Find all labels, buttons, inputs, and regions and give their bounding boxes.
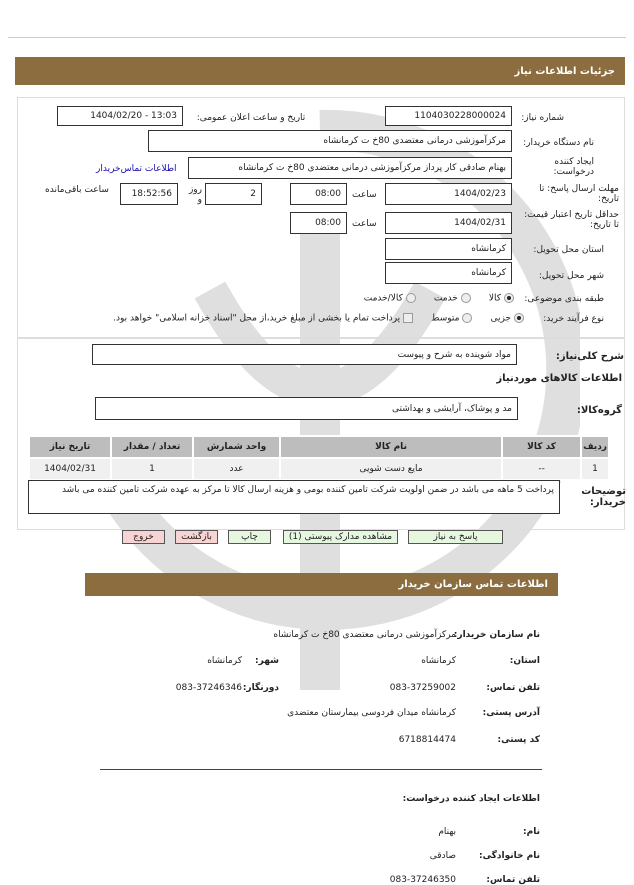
radio-icon[interactable]: [461, 293, 471, 303]
process-radio-group: [113, 313, 524, 324]
contact-city-value: کرمانشاه: [207, 656, 242, 666]
process-option-medium[interactable]: [431, 313, 472, 324]
cell-code: --: [502, 458, 581, 480]
city-field: کرمانشاه: [385, 262, 512, 284]
option-label: خدمت: [433, 293, 458, 304]
print-button[interactable]: چاپ: [228, 530, 271, 544]
goods-section-title: اطلاعات کالاهای موردنیاز: [496, 373, 622, 384]
page-header: [15, 57, 625, 85]
cell-row: 1: [581, 458, 609, 480]
name-label: نام:: [523, 827, 540, 837]
summary-field: مواد شوینده به شرح و پیوست: [92, 344, 517, 365]
contact-divider: [100, 769, 542, 770]
col-qty: تعداد / مقدار: [111, 436, 193, 458]
category-option-both[interactable]: [364, 293, 416, 304]
name-value: بهنام: [438, 827, 456, 837]
view-attachments-button[interactable]: مشاهده مدارک پیوستی (1): [283, 530, 398, 544]
contact-city-label: شهر:: [255, 656, 279, 666]
contact-phone-value: 083-37259002: [389, 683, 456, 693]
option-label: کالا: [488, 293, 501, 304]
days-remaining-field: 2: [205, 183, 262, 205]
buyer-contact-link[interactable]: اطلاعات تماس‌خریدار: [96, 164, 177, 174]
summary-label: شرح کلی‌نیاز:: [555, 351, 624, 362]
category-option-service[interactable]: [434, 293, 471, 304]
option-label: جزیی: [490, 313, 511, 324]
treasury-payment-checkbox[interactable]: [113, 313, 413, 324]
postal-label: کد پستی:: [497, 735, 540, 745]
notes-label: توضیحات خریدار:: [581, 486, 626, 508]
announce-label: تاریخ و ساعت اعلان عمومی:: [196, 113, 306, 123]
validity-time-field: 08:00: [290, 212, 347, 234]
family-label: نام خانوادگی:: [478, 851, 540, 861]
table-header-row: [29, 436, 609, 458]
city-label: شهر محل تحویل:: [538, 271, 604, 281]
cell-name: مایع دست شویی: [280, 458, 502, 480]
creator-phone-value: 083-37246350: [389, 875, 456, 885]
payment-text: پرداخت تمام یا بخشی از مبلغ خرید،از محل "اسناد خزانه اسلامی" خواهد بود.: [113, 313, 401, 324]
address-value: کرمانشاه میدان فردوسی بیمارستان معتضدی: [287, 708, 456, 718]
reply-button[interactable]: پاسخ به نیاز: [408, 530, 503, 544]
fax-value: 083-37246346: [175, 683, 242, 693]
org-value: مرکزآموزشی درمانی معتضدی 80خ ت کرمانشاه: [273, 630, 456, 640]
option-label: متوسط: [431, 313, 460, 324]
top-divider: [8, 37, 626, 38]
deadline-label: مهلت ارسال پاسخ: تا تاریخ:: [539, 184, 619, 204]
contact-province-value: کرمانشاه: [421, 656, 456, 666]
cell-date: 1404/02/31: [29, 458, 111, 480]
deadline-time-field: 08:00: [290, 183, 347, 205]
col-unit: واحد شمارش: [193, 436, 280, 458]
category-label: طبقه بندی موضوعی:: [524, 294, 604, 304]
process-option-minor[interactable]: [490, 313, 524, 324]
contact-phone-label: تلفن تماس:: [486, 683, 540, 693]
need-number-field: 1104030228000024: [385, 106, 512, 126]
goods-group-label: گروه‌کالا:: [576, 405, 622, 416]
buyer-field: مرکزآموزشی درمانی معتضدی 80خ ت کرمانشاه: [148, 130, 512, 152]
exit-button[interactable]: خروج: [122, 530, 165, 544]
process-label: نوع فرآیند خرید:: [543, 314, 604, 324]
col-date: تاریخ نیاز: [29, 436, 111, 458]
table-row: [29, 458, 609, 480]
radio-icon[interactable]: [514, 313, 524, 323]
category-option-goods[interactable]: [489, 293, 514, 304]
cell-qty: 1: [111, 458, 193, 480]
province-field: کرمانشاه: [385, 238, 512, 260]
goods-group-field: مد و پوشاک، آرایشی و بهداشتی: [95, 397, 518, 420]
contact-province-label: استان:: [509, 656, 540, 666]
radio-icon[interactable]: [462, 313, 472, 323]
option-label: کالا/خدمت: [363, 293, 403, 304]
deadline-date-field: 1404/02/23: [385, 183, 512, 205]
page-title: جزئیات اطلاعات نیاز: [514, 65, 615, 77]
validity-label: حداقل تاریخ اعتبار قیمت: تا تاریخ:: [524, 210, 619, 230]
province-label: استان محل تحویل:: [533, 245, 604, 255]
col-code: کد کالا: [502, 436, 581, 458]
remaining-time-label: ساعت باقی‌مانده: [45, 185, 109, 195]
cell-unit: عدد: [193, 458, 280, 480]
family-value: صادقی: [429, 851, 456, 861]
validity-time-label: ساعت: [352, 219, 377, 229]
notes-field: پرداخت 5 ماهه می باشد در ضمن اولویت شرکت تامین کننده بومی و هزینه ارسال کالا تا مرکز به عهده شرکت تامین کننده می باشد: [28, 480, 560, 514]
announce-field: 1404/02/20 - 13:03: [57, 106, 183, 126]
postal-value: 6718814474: [398, 735, 456, 745]
col-row: ردیف: [581, 436, 609, 458]
col-name: نام کالا: [280, 436, 502, 458]
buyer-label: نام دستگاه خریدار:: [523, 138, 594, 148]
org-label: نام سازمان خریدار:: [453, 630, 540, 640]
creator-field: بهنام صادقی کار پرداز مرکزآموزشی درمانی معتضدی 80خ ت کرمانشاه: [188, 157, 512, 179]
days-label: روز و: [188, 185, 202, 205]
fax-label: دورنگار:: [242, 683, 279, 693]
need-number-label: شماره نیاز:: [521, 113, 564, 123]
remaining-time-field: 18:52:56: [120, 183, 178, 205]
deadline-time-label: ساعت: [352, 190, 377, 200]
contact-title: اطلاعات تماس سازمان خریدار: [398, 579, 548, 590]
address-label: آدرس پستی:: [482, 708, 540, 718]
creator-label: ایجاد کننده درخواست:: [553, 157, 594, 177]
contact-header: [85, 573, 558, 596]
radio-icon[interactable]: [406, 293, 416, 303]
radio-icon[interactable]: [504, 293, 514, 303]
goods-table: [28, 435, 610, 481]
back-button[interactable]: بازگشت: [175, 530, 218, 544]
creator-phone-label: تلفن تماس:: [486, 875, 540, 885]
category-radio-group: [364, 293, 514, 304]
validity-date-field: 1404/02/31: [385, 212, 512, 234]
checkbox-icon[interactable]: [403, 313, 413, 323]
creator-info-title: اطلاعات ایجاد کننده درخواست:: [402, 794, 540, 804]
